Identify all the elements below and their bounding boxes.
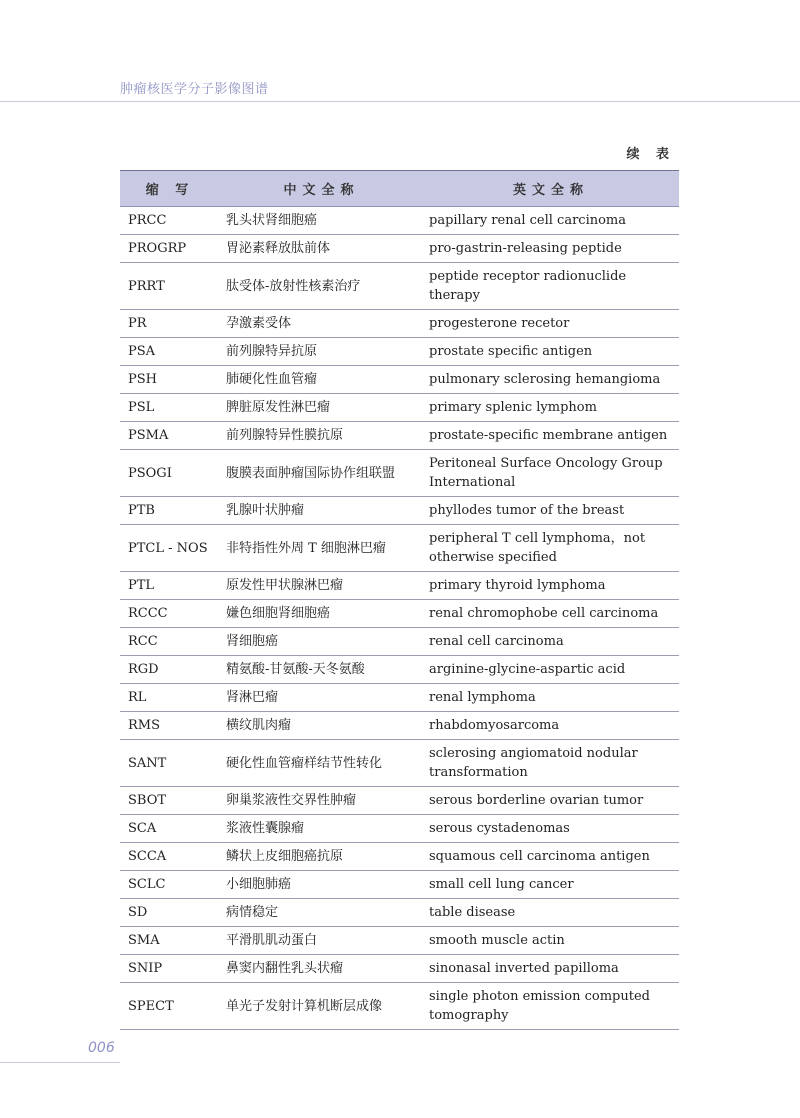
abbreviation-cell: PTCL - NOS xyxy=(120,525,220,572)
table-row xyxy=(120,207,679,235)
abbreviation-cell: RCCC xyxy=(120,600,220,628)
english-name-cell: arginine-glycine-aspartic acid xyxy=(423,656,679,684)
table-row xyxy=(120,740,679,787)
table-row xyxy=(120,656,679,684)
english-name-cell: rhabdomyosarcoma xyxy=(423,712,679,740)
chinese-name-cell: 脾脏原发性淋巴瘤 xyxy=(220,394,423,422)
column-header-abbreviation: 缩 写 xyxy=(120,171,220,207)
abbreviation-cell: RGD xyxy=(120,656,220,684)
chinese-name-cell: 浆液性囊腺瘤 xyxy=(220,815,423,843)
chinese-name-cell: 肺硬化性血管瘤 xyxy=(220,366,423,394)
table-row xyxy=(120,450,679,497)
chinese-name-cell: 肾细胞癌 xyxy=(220,628,423,656)
table-row xyxy=(120,955,679,983)
chinese-name-cell: 卵巢浆液性交界性肿瘤 xyxy=(220,787,423,815)
abbreviation-cell: SANT xyxy=(120,740,220,787)
english-name-cell: prostate specific antigen xyxy=(423,338,679,366)
chinese-name-cell: 前列腺特异抗原 xyxy=(220,338,423,366)
chinese-name-cell: 腹膜表面肿瘤国际协作组联盟 xyxy=(220,450,423,497)
abbreviation-cell: SPECT xyxy=(120,983,220,1030)
english-name-cell: pulmonary sclerosing hemangioma xyxy=(423,366,679,394)
abbreviation-cell: PTB xyxy=(120,497,220,525)
english-name-cell: peptide receptor radionuclide therapy xyxy=(423,263,679,310)
english-name-cell: papillary renal cell carcinoma xyxy=(423,207,679,235)
english-name-cell: primary thyroid lymphoma xyxy=(423,572,679,600)
table-row xyxy=(120,422,679,450)
abbreviation-cell: SMA xyxy=(120,927,220,955)
footer-rule xyxy=(0,1062,120,1063)
chinese-name-cell: 平滑肌肌动蛋白 xyxy=(220,927,423,955)
table-row xyxy=(120,366,679,394)
english-name-cell: Peritoneal Surface Oncology Group International xyxy=(423,450,679,497)
table-row xyxy=(120,684,679,712)
english-name-cell: serous borderline ovarian tumor xyxy=(423,787,679,815)
english-name-cell: renal lymphoma xyxy=(423,684,679,712)
column-header-chinese-name: 中文全称 xyxy=(220,171,423,207)
table-row xyxy=(120,871,679,899)
book-title: 肿瘤核医学分子影像图谱 xyxy=(120,82,269,97)
table-row xyxy=(120,843,679,871)
column-header-english-name: 英文全称 xyxy=(423,171,679,207)
english-name-cell: primary splenic lymphom xyxy=(423,394,679,422)
abbreviation-cell: PSMA xyxy=(120,422,220,450)
abbreviation-cell: SBOT xyxy=(120,787,220,815)
abbreviation-cell: PROGRP xyxy=(120,235,220,263)
table-row xyxy=(120,525,679,572)
abbreviation-cell: RL xyxy=(120,684,220,712)
chinese-name-cell: 原发性甲状腺淋巴瘤 xyxy=(220,572,423,600)
english-name-cell: prostate-specific membrane antigen xyxy=(423,422,679,450)
table-row xyxy=(120,497,679,525)
abbreviation-cell: SCLC xyxy=(120,871,220,899)
english-name-cell: phyllodes tumor of the breast xyxy=(423,497,679,525)
table-row xyxy=(120,310,679,338)
abbreviation-cell: PRCC xyxy=(120,207,220,235)
chinese-name-cell: 非特指性外周 T 细胞淋巴瘤 xyxy=(220,525,423,572)
page-number: 006 xyxy=(88,1040,115,1056)
abbreviation-cell: RMS xyxy=(120,712,220,740)
abbreviation-cell: PSOGI xyxy=(120,450,220,497)
chinese-name-cell: 前列腺特异性膜抗原 xyxy=(220,422,423,450)
table-row xyxy=(120,394,679,422)
abbreviation-cell: SNIP xyxy=(120,955,220,983)
table-header-row xyxy=(120,171,679,207)
chinese-name-cell: 乳头状肾细胞癌 xyxy=(220,207,423,235)
abbreviation-cell: PRRT xyxy=(120,263,220,310)
table-row xyxy=(120,787,679,815)
table-row xyxy=(120,927,679,955)
english-name-cell: progesterone recetor xyxy=(423,310,679,338)
table-row xyxy=(120,235,679,263)
abbreviation-cell: PSA xyxy=(120,338,220,366)
chinese-name-cell: 肾淋巴瘤 xyxy=(220,684,423,712)
abbreviation-table xyxy=(120,170,679,1030)
chinese-name-cell: 肽受体-放射性核素治疗 xyxy=(220,263,423,310)
abbreviation-cell: PSH xyxy=(120,366,220,394)
continued-label: 续 表 xyxy=(626,147,675,162)
chinese-name-cell: 孕激素受体 xyxy=(220,310,423,338)
table-row xyxy=(120,815,679,843)
table-row xyxy=(120,628,679,656)
chinese-name-cell: 精氨酸-甘氨酸-天冬氨酸 xyxy=(220,656,423,684)
english-name-cell: sclerosing angiomatoid nodular transformation xyxy=(423,740,679,787)
english-name-cell: renal chromophobe cell carcinoma xyxy=(423,600,679,628)
chinese-name-cell: 鼻窦内翻性乳头状瘤 xyxy=(220,955,423,983)
chinese-name-cell: 嫌色细胞肾细胞癌 xyxy=(220,600,423,628)
english-name-cell: squamous cell carcinoma antigen xyxy=(423,843,679,871)
chinese-name-cell: 横纹肌肉瘤 xyxy=(220,712,423,740)
chinese-name-cell: 小细胞肺癌 xyxy=(220,871,423,899)
english-name-cell: pro-gastrin-releasing peptide xyxy=(423,235,679,263)
english-name-cell: peripheral T cell lymphoma，not otherwise specified xyxy=(423,525,679,572)
abbreviation-cell: PR xyxy=(120,310,220,338)
english-name-cell: sinonasal inverted papilloma xyxy=(423,955,679,983)
english-name-cell: small cell lung cancer xyxy=(423,871,679,899)
abbreviation-cell: SCCA xyxy=(120,843,220,871)
running-head xyxy=(0,0,800,102)
table-body xyxy=(120,207,679,1030)
table-row xyxy=(120,600,679,628)
abbreviation-cell: RCC xyxy=(120,628,220,656)
chinese-name-cell: 鳞状上皮细胞癌抗原 xyxy=(220,843,423,871)
chinese-name-cell: 乳腺叶状肿瘤 xyxy=(220,497,423,525)
english-name-cell: table disease xyxy=(423,899,679,927)
table-row xyxy=(120,338,679,366)
table-row xyxy=(120,899,679,927)
english-name-cell: serous cystadenomas xyxy=(423,815,679,843)
abbreviation-cell: SCA xyxy=(120,815,220,843)
abbreviation-cell: SD xyxy=(120,899,220,927)
table-row xyxy=(120,983,679,1030)
english-name-cell: smooth muscle actin xyxy=(423,927,679,955)
table-row xyxy=(120,572,679,600)
abbreviation-cell: PSL xyxy=(120,394,220,422)
english-name-cell: renal cell carcinoma xyxy=(423,628,679,656)
table-row xyxy=(120,263,679,310)
chinese-name-cell: 硬化性血管瘤样结节性转化 xyxy=(220,740,423,787)
abbreviation-cell: PTL xyxy=(120,572,220,600)
chinese-name-cell: 病情稳定 xyxy=(220,899,423,927)
chinese-name-cell: 单光子发射计算机断层成像 xyxy=(220,983,423,1030)
table-row xyxy=(120,712,679,740)
chinese-name-cell: 胃泌素释放肽前体 xyxy=(220,235,423,263)
english-name-cell: single photon emission computed tomography xyxy=(423,983,679,1030)
